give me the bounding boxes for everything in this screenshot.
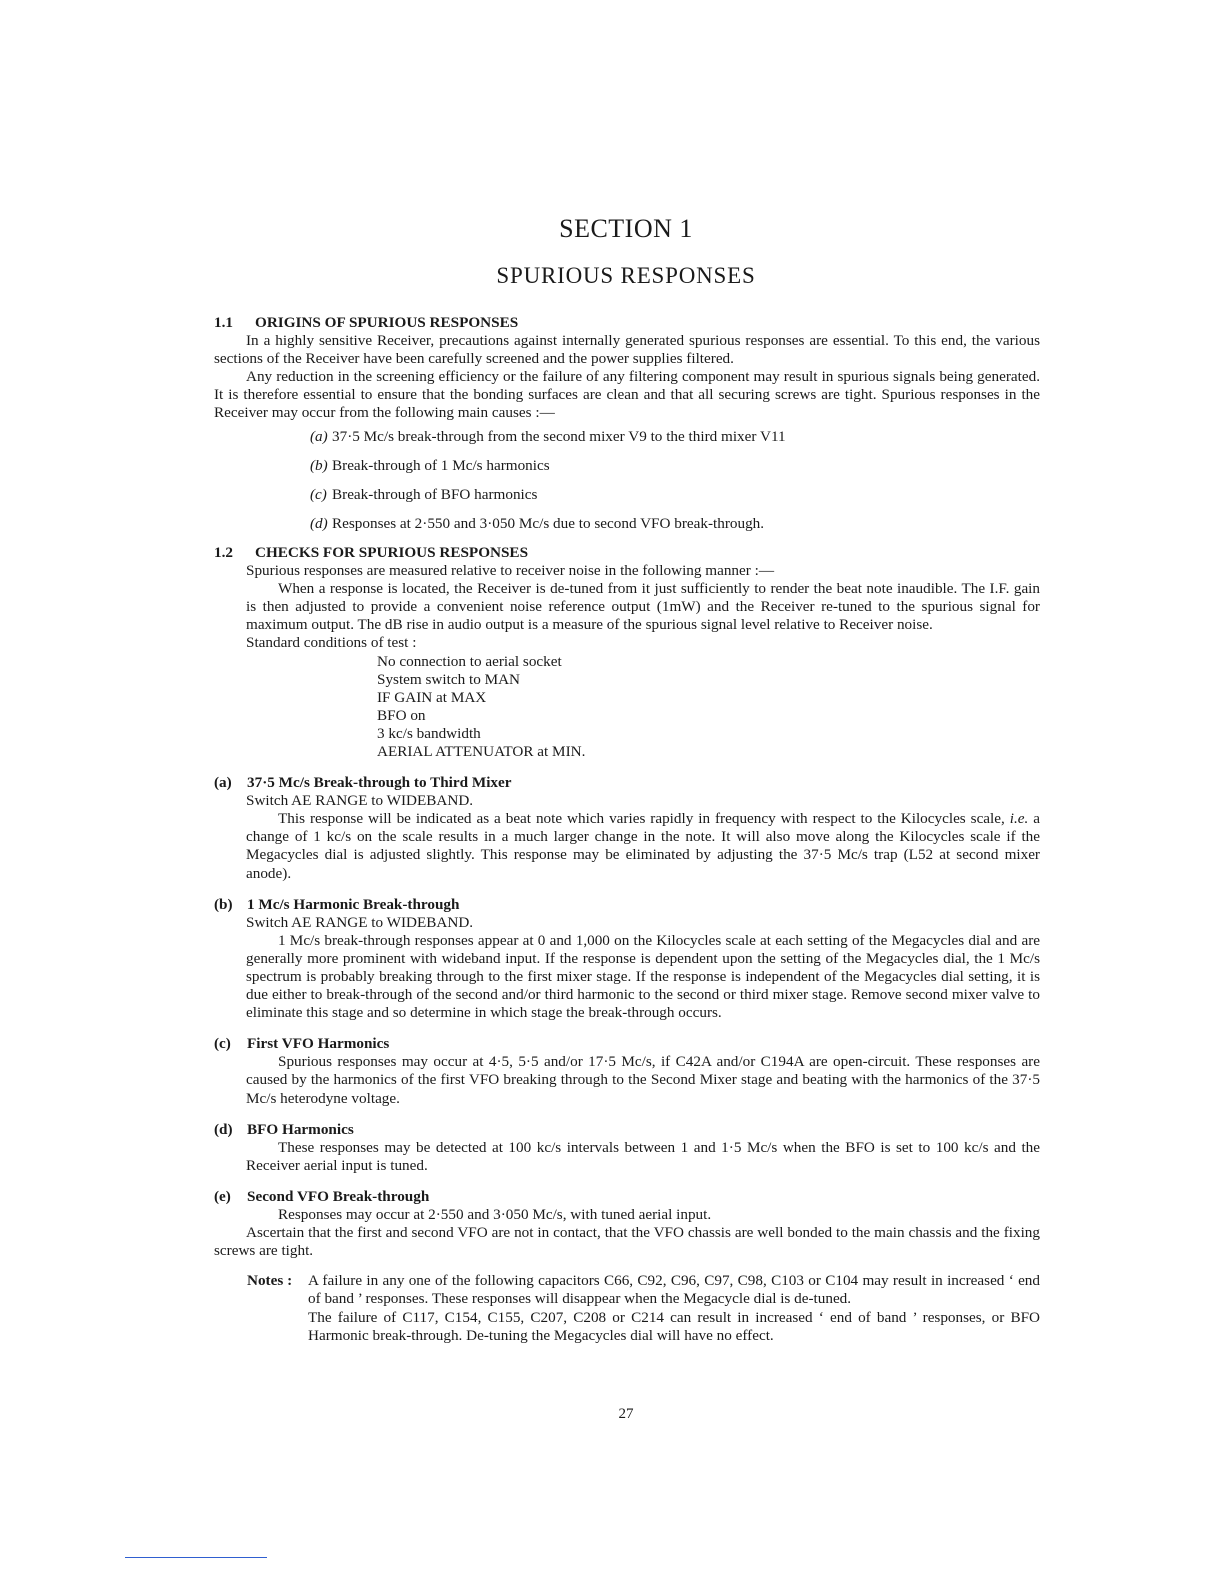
- conditions-label: Standard conditions of test :: [246, 634, 417, 652]
- heading-number: 1.1: [214, 314, 233, 331]
- subsection-heading: [214, 896, 1040, 914]
- list-text: Break-through of BFO harmonics: [332, 485, 538, 503]
- list-item: IF GAIN at MAX: [377, 688, 487, 706]
- list-item: System switch to MAN: [377, 670, 521, 688]
- switch-instruction: Switch AE RANGE to WIDEBAND.: [246, 792, 474, 810]
- subsection-title: 1 Mc/s Harmonic Break-through: [247, 895, 460, 913]
- list-text: 37·5 Mc/s break-through from the second mixer V9 to the third mixer V11: [332, 427, 786, 445]
- subsection-a: [214, 774, 1040, 883]
- subsection-c: [214, 1035, 1040, 1107]
- subsection-heading: [214, 1188, 1040, 1206]
- page-content: [214, 314, 1040, 1345]
- text-span: a change of 1 kc/s on the scale results in a much larger change in the note. It will also move along the Kilocycles scale if the Megacycles dial is adjusted slightly. This response may be eliminated by adjusting the 37·5 Mc/s trap (L52 at second mixer anode).: [246, 810, 1040, 882]
- list-label: (d): [310, 514, 328, 532]
- subsection-b: [214, 896, 1040, 1023]
- subsection-title: First VFO Harmonics: [247, 1035, 390, 1053]
- notes-body: [308, 1272, 1040, 1344]
- note-item: The failure of C117, C154, C155, C207, C208 or C214 can result in increased ‘ end of band ’ responses, or BFO Harmonic break-through. De-tuning the Megacycles dial will have no effect.: [308, 1308, 1040, 1344]
- heading-1-2: [214, 544, 1040, 562]
- section-title: SECTION 1: [559, 214, 693, 243]
- paragraph: These responses may be detected at 100 kc/s intervals between 1 and 1·5 Mc/s when the BFO is set to 100 kc/s and the Receiver aerial input is tuned.: [246, 1138, 1040, 1174]
- subsection-body: [246, 914, 1040, 1023]
- subsection-title: 37·5 Mc/s Break-through to Third Mixer: [247, 774, 512, 792]
- subsection-title: Second VFO Break-through: [247, 1187, 430, 1205]
- list-item: AERIAL ATTENUATOR at MIN.: [377, 742, 586, 760]
- paragraph: Responses may occur at 2·550 and 3·050 Mc/s, with tuned aerial input.: [278, 1206, 712, 1224]
- list-item: [310, 515, 1040, 533]
- paragraph: Spurious responses are measured relative to receiver noise in the following manner :—: [246, 562, 775, 580]
- list-text: Break-through of 1 Mc/s harmonics: [332, 456, 550, 474]
- list-text: Responses at 2·550 and 3·050 Mc/s due to second VFO break-through.: [332, 514, 765, 532]
- paragraph: 1 Mc/s break-through responses appear at 0 and 1,000 on the Kilocycles scale at each setting of the Megacycles dial and are generally more prominent with wideband input. If the response is dependent upon the setting of the Megacycles dial, the 1 Mc/s spectrum is probably breaking through to the first mixer stage. If the response is independent of the Megacycles dial setting, it is due either to break-through of the second and/or third harmonic to the second or third mixer stage. Remove second mixer valve to eliminate this stage and so determine in which stage the break-through occurs.: [246, 931, 1040, 1022]
- paragraph: Spurious responses may occur at 4·5, 5·5 and/or 17·5 Mc/s, if C42A and/or C194A are open-circuit. These responses are caused by the harmonics of the first VFO breaking through to the Second Mixer stage and beating with the harmonics of the 37·5 Mc/s heterodyne voltage.: [246, 1053, 1040, 1107]
- subsection-e: [214, 1188, 1040, 1260]
- subsection-heading: [214, 774, 1040, 792]
- subsection-label: (d): [214, 1120, 233, 1138]
- list-item: BFO on: [377, 706, 426, 724]
- list-item: [310, 428, 1040, 446]
- section-body: [246, 562, 1040, 761]
- conditions-list: [377, 653, 1040, 762]
- section-subtitle: SPURIOUS RESPONSES: [496, 263, 756, 288]
- paragraph: Any reduction in the screening efficiency or the failure of any filtering component may result in spurious signals being generated. It is therefore essential to ensure that the bonding surfaces are clean and that all securing screws are tight. Spurious responses in the Receiver may occur from the following main causes :—: [214, 368, 1040, 422]
- list-item: No connection to aerial socket: [377, 652, 562, 670]
- subsection-d: [214, 1121, 1040, 1175]
- notes-label: Notes :: [247, 1272, 293, 1290]
- subsection-body: [246, 1206, 1040, 1224]
- heading-1-1: [214, 314, 1040, 332]
- paragraph: Ascertain that the first and second VFO are not in contact, that the VFO chassis are well bonded to the main chassis and the fixing screws are tight.: [214, 1224, 1040, 1260]
- list-label: (a): [310, 427, 328, 445]
- subsection-heading: [214, 1035, 1040, 1053]
- page-number: 27: [618, 1406, 634, 1422]
- list-item: [310, 457, 1040, 475]
- heading-text: CHECKS FOR SPURIOUS RESPONSES: [255, 543, 529, 561]
- notes-block: [247, 1272, 1040, 1344]
- subsection-heading: [214, 1121, 1040, 1139]
- heading-text: ORIGINS OF SPURIOUS RESPONSES: [255, 314, 519, 331]
- list-item: 3 kc/s bandwidth: [377, 724, 481, 742]
- subsection-body: [246, 792, 1040, 882]
- subsection-label: (c): [214, 1035, 231, 1053]
- list-label: (c): [310, 485, 327, 503]
- subsection-title: BFO Harmonics: [247, 1120, 354, 1138]
- list-item: [310, 486, 1040, 504]
- subsection-body: [246, 1053, 1040, 1107]
- paragraph: When a response is located, the Receiver is de-tuned from it just sufficiently to render the beat note inaudible. The I.F. gain is then adjusted to provide a convenient noise reference output (1mW) and the Receiver re-tuned to the spurious signal for maximum output. The dB rise in audio output is a measure of the spurious signal level relative to Receiver noise.: [246, 580, 1040, 634]
- italic-text: i.e.: [1009, 810, 1029, 828]
- paragraph: In a highly sensitive Receiver, precautions against internally generated spurious responses are essential. To this end, the various sections of the Receiver have been carefully screened and the power supplies filtered.: [214, 332, 1040, 368]
- causes-list: [310, 428, 1040, 533]
- note-item: A failure in any one of the following capacitors C66, C92, C96, C97, C98, C103 or C104 may result in increased ‘ end of band ’ responses. These responses will disappear when the Megacycle dial is de-tuned.: [308, 1272, 1040, 1308]
- subsection-body: [246, 1139, 1040, 1175]
- subsection-label: (a): [214, 774, 232, 792]
- paragraph: [246, 810, 1040, 882]
- switch-instruction: Switch AE RANGE to WIDEBAND.: [246, 913, 474, 931]
- subsection-label: (e): [214, 1187, 231, 1205]
- heading-number: 1.2: [214, 543, 233, 561]
- footer-rule: [125, 1557, 267, 1558]
- list-label: (b): [310, 456, 328, 474]
- subsection-label: (b): [214, 895, 233, 913]
- text-span: This response will be indicated as a beat note which varies rapidly in frequency with respect to the Kilocycles scale,: [278, 810, 1005, 828]
